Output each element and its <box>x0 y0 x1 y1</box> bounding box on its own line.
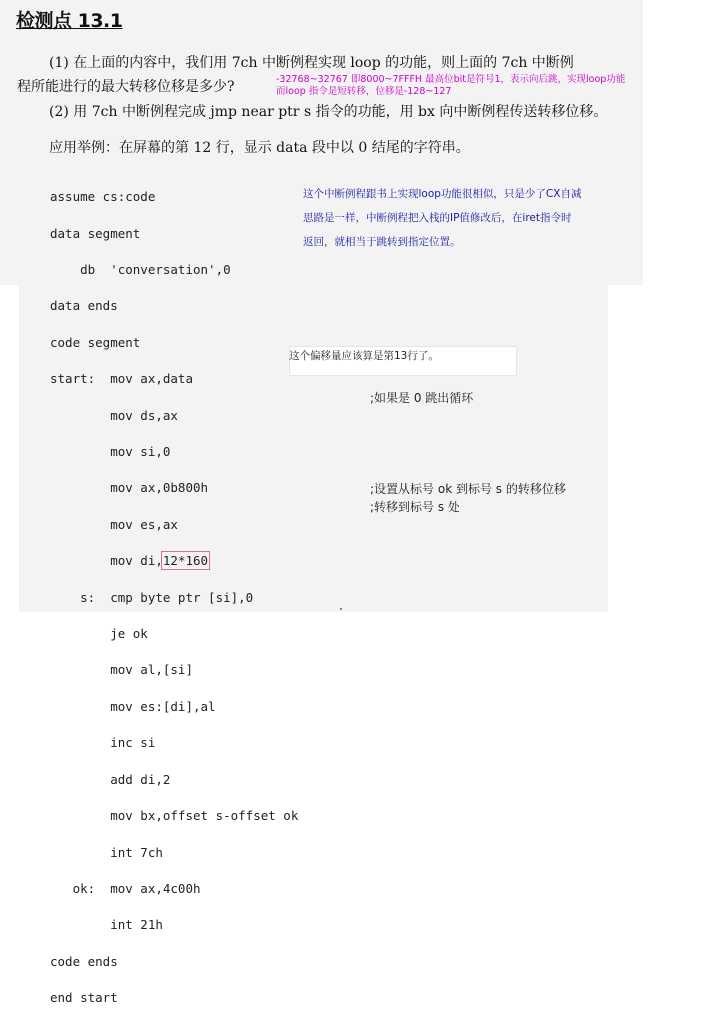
code-line: int 21h <box>50 917 163 933</box>
comment-int-7ch: ;转移到标号 s 处 <box>370 500 460 514</box>
code-line: mov al,[si] <box>50 662 193 678</box>
code-line: db 'conversation',0 <box>50 262 231 278</box>
page-heading: 检测点 13.1 <box>16 10 123 32</box>
scan-artifact <box>340 608 342 610</box>
annotation-offset-text: 这个偏移量应该算是第13行了。 <box>289 350 439 362</box>
code-line: assume cs:code <box>50 189 156 205</box>
question-1-line-1: (1) 在上面的内容中，我们用 7ch 中断例程实现 loop 的功能，则上面的 7ch 中断例 <box>49 55 574 71</box>
code-line-prefix: mov di, <box>50 553 163 569</box>
code-listing <box>50 170 298 1026</box>
code-line: code segment <box>50 334 141 350</box>
code-line: mov es,ax <box>50 516 178 532</box>
annotation-explain-line-3: 返回，就相当于跳转到指定位置。 <box>303 236 461 248</box>
highlighted-offset: 12*160 <box>162 553 209 569</box>
code-line: data ends <box>50 298 118 314</box>
code-line: je ok <box>50 626 148 642</box>
code-line: end start <box>50 990 118 1006</box>
code-line: start: mov ax,data <box>50 371 193 387</box>
comment-je-ok: ;如果是 0 跳出循环 <box>370 391 474 405</box>
annotation-explain-line-2: 思路是一样，中断例程把入栈的IP值修改后，在iret指令时 <box>303 212 572 224</box>
annotation-range-line-2: 而loop 指令是短转移，位移是-128~127 <box>276 86 452 97</box>
code-line: mov bx,offset s-offset ok <box>50 808 299 824</box>
code-line: add di,2 <box>50 771 171 787</box>
code-line: mov ds,ax <box>50 407 178 423</box>
question-1-line-2: 程所能进行的最大转移位移是多少? <box>17 79 235 95</box>
code-line: ok: mov ax,4c00h <box>50 880 201 896</box>
example-description: 应用举例：在屏幕的第 12 行，显示 data 段中以 0 结尾的字符串。 <box>49 140 470 156</box>
code-line: code ends <box>50 953 118 969</box>
code-line: data segment <box>50 225 141 241</box>
code-line: mov es:[di],al <box>50 698 216 714</box>
code-line: mov si,0 <box>50 444 171 460</box>
code-line: int 7ch <box>50 844 163 860</box>
code-line: mov ax,0b800h <box>50 480 209 496</box>
annotation-explain-line-1: 这个中断例程跟书上实现loop功能很相似，只是少了CX自减 <box>303 188 582 200</box>
code-line-di <box>50 552 298 570</box>
code-line: s: cmp byte ptr [si],0 <box>50 589 254 605</box>
question-2: (2) 用 7ch 中断例程完成 jmp near ptr s 指令的功能，用 bx 向中断例程传送转移位移。 <box>49 104 608 120</box>
code-line: inc si <box>50 735 156 751</box>
annotation-range-line-1: -32768~32767 即8000~7FFFH 最高位bit是符号1，表示向后跳，实现loop功能 <box>276 74 626 85</box>
comment-mov-bx: ;设置从标号 ok 到标号 s 的转移位移 <box>370 482 566 496</box>
